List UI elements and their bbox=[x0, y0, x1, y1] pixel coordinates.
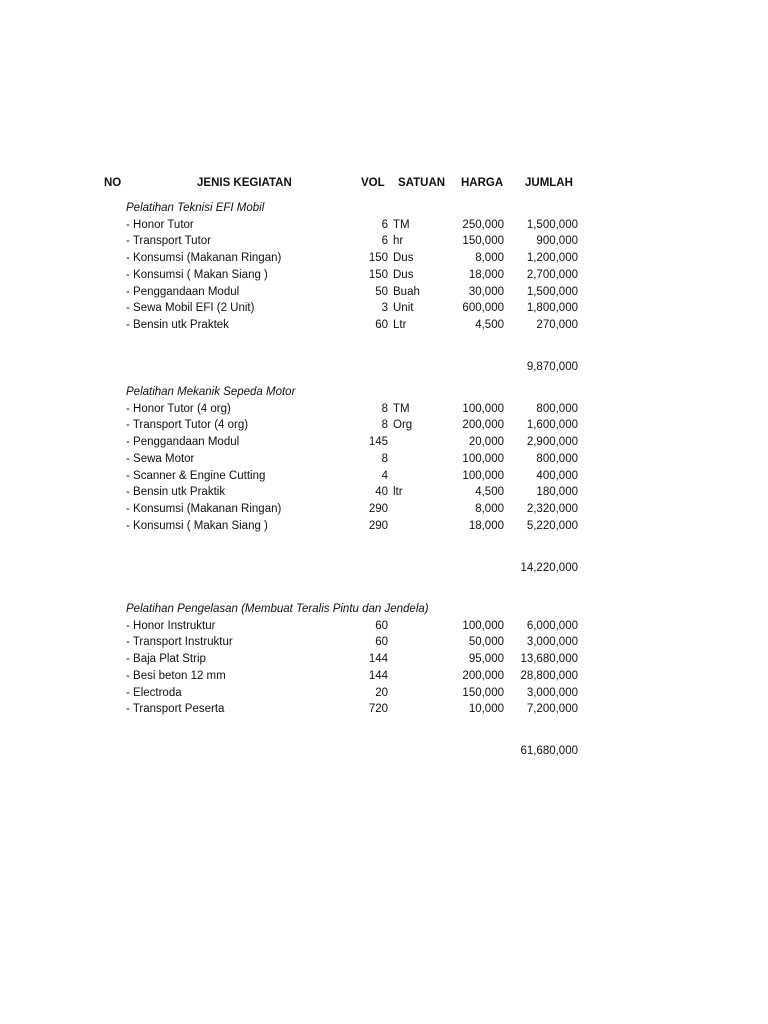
item-satuan: Org bbox=[393, 419, 413, 432]
item-name: - Baja Plat Strip bbox=[126, 653, 206, 666]
item-vol: 6 bbox=[381, 235, 388, 248]
item-vol: 20 bbox=[375, 686, 388, 699]
item-name: - Honor Tutor bbox=[126, 218, 194, 231]
item-jumlah: 400,000 bbox=[536, 469, 578, 482]
item-jumlah: 3,000,000 bbox=[526, 636, 578, 649]
item-harga: 250,000 bbox=[462, 218, 504, 231]
item-harga: 600,000 bbox=[462, 302, 504, 315]
item-vol: 60 bbox=[375, 619, 388, 632]
item-vol: 8 bbox=[381, 452, 388, 465]
table-row bbox=[0, 653, 768, 669]
table-row bbox=[0, 636, 768, 652]
item-vol: 144 bbox=[368, 653, 388, 666]
item-jumlah: 2,320,000 bbox=[526, 502, 578, 515]
item-name: - Electroda bbox=[126, 686, 182, 699]
table-row bbox=[0, 419, 768, 435]
item-vol: 720 bbox=[368, 703, 388, 716]
item-jumlah: 1,800,000 bbox=[526, 302, 578, 315]
item-satuan: Dus bbox=[393, 252, 414, 265]
item-harga: 8,000 bbox=[475, 502, 504, 515]
item-vol: 144 bbox=[368, 669, 388, 682]
item-name: - Honor Instruktur bbox=[126, 619, 216, 632]
table-row bbox=[0, 436, 768, 452]
item-vol: 145 bbox=[368, 436, 388, 449]
section-subtotal: 14,220,000 bbox=[520, 561, 578, 574]
table-row bbox=[0, 252, 768, 268]
item-vol: 8 bbox=[381, 402, 388, 415]
header-harga: HARGA bbox=[461, 177, 504, 189]
section-title: Pelatihan Teknisi EFI Mobil bbox=[126, 202, 265, 214]
item-name: - Sewa Motor bbox=[126, 452, 195, 465]
item-name: - Scanner & Engine Cutting bbox=[126, 469, 266, 482]
item-harga: 30,000 bbox=[468, 285, 504, 298]
item-name: - Bensin utk Praktik bbox=[126, 486, 226, 499]
item-satuan: Ltr bbox=[393, 318, 407, 331]
item-jumlah: 2,900,000 bbox=[526, 436, 578, 449]
item-name: - Transport Peserta bbox=[126, 703, 225, 716]
item-harga: 100,000 bbox=[462, 402, 504, 415]
item-harga: 100,000 bbox=[462, 469, 504, 482]
item-satuan: hr bbox=[393, 235, 404, 248]
item-satuan: Unit bbox=[393, 302, 414, 315]
item-name: - Konsumsi ( Makan Siang ) bbox=[126, 519, 268, 532]
header-no: NO bbox=[104, 177, 122, 189]
section-title: Pelatihan Pengelasan (Membuat Teralis Pintu dan Jendela) bbox=[126, 603, 429, 615]
item-jumlah: 1,600,000 bbox=[526, 419, 578, 432]
item-jumlah: 2,700,000 bbox=[526, 268, 578, 281]
table-row bbox=[0, 620, 768, 636]
item-jumlah: 180,000 bbox=[536, 486, 578, 499]
item-name: - Transport Tutor bbox=[126, 235, 212, 248]
section-subtotal: 61,680,000 bbox=[520, 745, 578, 758]
item-name: - Transport Tutor (4 org) bbox=[126, 419, 249, 432]
item-vol: 40 bbox=[375, 486, 388, 499]
item-name: - Konsumsi (Makanan Ringan) bbox=[126, 502, 282, 515]
table-row bbox=[0, 703, 768, 719]
item-harga: 150,000 bbox=[462, 686, 504, 699]
table-header bbox=[0, 177, 768, 193]
item-jumlah: 1,500,000 bbox=[526, 218, 578, 231]
item-satuan: ltr bbox=[393, 486, 403, 499]
item-vol: 3 bbox=[381, 302, 388, 315]
item-harga: 4,500 bbox=[475, 486, 504, 499]
item-jumlah: 6,000,000 bbox=[526, 619, 578, 632]
item-harga: 18,000 bbox=[468, 519, 504, 532]
table-row bbox=[0, 319, 768, 335]
item-satuan: TM bbox=[393, 402, 410, 415]
table-row bbox=[0, 486, 768, 502]
item-jumlah: 3,000,000 bbox=[526, 686, 578, 699]
item-jumlah: 13,680,000 bbox=[520, 653, 578, 666]
item-harga: 8,000 bbox=[475, 252, 504, 265]
item-harga: 150,000 bbox=[462, 235, 504, 248]
item-vol: 8 bbox=[381, 419, 388, 432]
table-row bbox=[0, 286, 768, 302]
header-jumlah: JUMLAH bbox=[525, 177, 573, 189]
item-name: - Transport Instruktur bbox=[126, 636, 233, 649]
item-jumlah: 270,000 bbox=[536, 318, 578, 331]
item-jumlah: 28,800,000 bbox=[520, 669, 578, 682]
item-jumlah: 900,000 bbox=[536, 235, 578, 248]
item-vol: 150 bbox=[368, 252, 388, 265]
item-vol: 60 bbox=[375, 636, 388, 649]
item-jumlah: 800,000 bbox=[536, 402, 578, 415]
item-harga: 200,000 bbox=[462, 419, 504, 432]
section-title: Pelatihan Mekanik Sepeda Motor bbox=[126, 386, 296, 398]
item-harga: 200,000 bbox=[462, 669, 504, 682]
table-row bbox=[0, 403, 768, 419]
item-harga: 10,000 bbox=[468, 703, 504, 716]
item-vol: 50 bbox=[375, 285, 388, 298]
section-subtotal: 9,870,000 bbox=[526, 361, 578, 373]
item-satuan: Dus bbox=[393, 268, 414, 281]
header-vol: VOL bbox=[361, 177, 385, 189]
item-vol: 290 bbox=[368, 519, 388, 532]
table-row bbox=[0, 503, 768, 519]
header-jenis-kegiatan: JENIS KEGIATAN bbox=[197, 177, 292, 189]
header-satuan: SATUAN bbox=[398, 177, 446, 189]
table-row bbox=[0, 302, 768, 318]
table-row bbox=[0, 453, 768, 469]
item-name: - Konsumsi ( Makan Siang ) bbox=[126, 268, 268, 281]
item-harga: 18,000 bbox=[468, 268, 504, 281]
table-row bbox=[0, 235, 768, 251]
table-row bbox=[0, 470, 768, 486]
item-jumlah: 1,500,000 bbox=[526, 285, 578, 298]
table-row bbox=[0, 269, 768, 285]
item-name: - Penggandaan Modul bbox=[126, 436, 240, 449]
item-satuan: TM bbox=[393, 218, 410, 231]
table-row bbox=[0, 520, 768, 536]
table-row bbox=[0, 687, 768, 703]
item-name: - Penggandaan Modul bbox=[126, 285, 240, 298]
item-harga: 20,000 bbox=[468, 436, 504, 449]
item-jumlah: 1,200,000 bbox=[526, 252, 578, 265]
item-vol: 4 bbox=[381, 469, 388, 482]
item-vol: 6 bbox=[381, 218, 388, 231]
item-name: - Honor Tutor (4 org) bbox=[126, 402, 231, 415]
item-harga: 95,000 bbox=[468, 653, 504, 666]
item-harga: 100,000 bbox=[462, 619, 504, 632]
table-row bbox=[0, 219, 768, 235]
item-name: - Bensin utk Praktek bbox=[126, 318, 229, 331]
item-jumlah: 5,220,000 bbox=[526, 519, 578, 532]
table-row bbox=[0, 670, 768, 686]
item-harga: 4,500 bbox=[475, 318, 504, 331]
item-jumlah: 7,200,000 bbox=[526, 703, 578, 716]
item-name: - Besi beton 12 mm bbox=[126, 669, 226, 682]
item-vol: 60 bbox=[375, 318, 388, 331]
item-name: - Sewa Mobil EFI (2 Unit) bbox=[126, 302, 255, 315]
item-vol: 290 bbox=[368, 502, 388, 515]
item-harga: 100,000 bbox=[462, 452, 504, 465]
item-satuan: Buah bbox=[393, 285, 420, 298]
item-name: - Konsumsi (Makanan Ringan) bbox=[126, 252, 282, 265]
item-jumlah: 800,000 bbox=[536, 452, 578, 465]
item-harga: 50,000 bbox=[468, 636, 504, 649]
item-vol: 150 bbox=[368, 268, 388, 281]
